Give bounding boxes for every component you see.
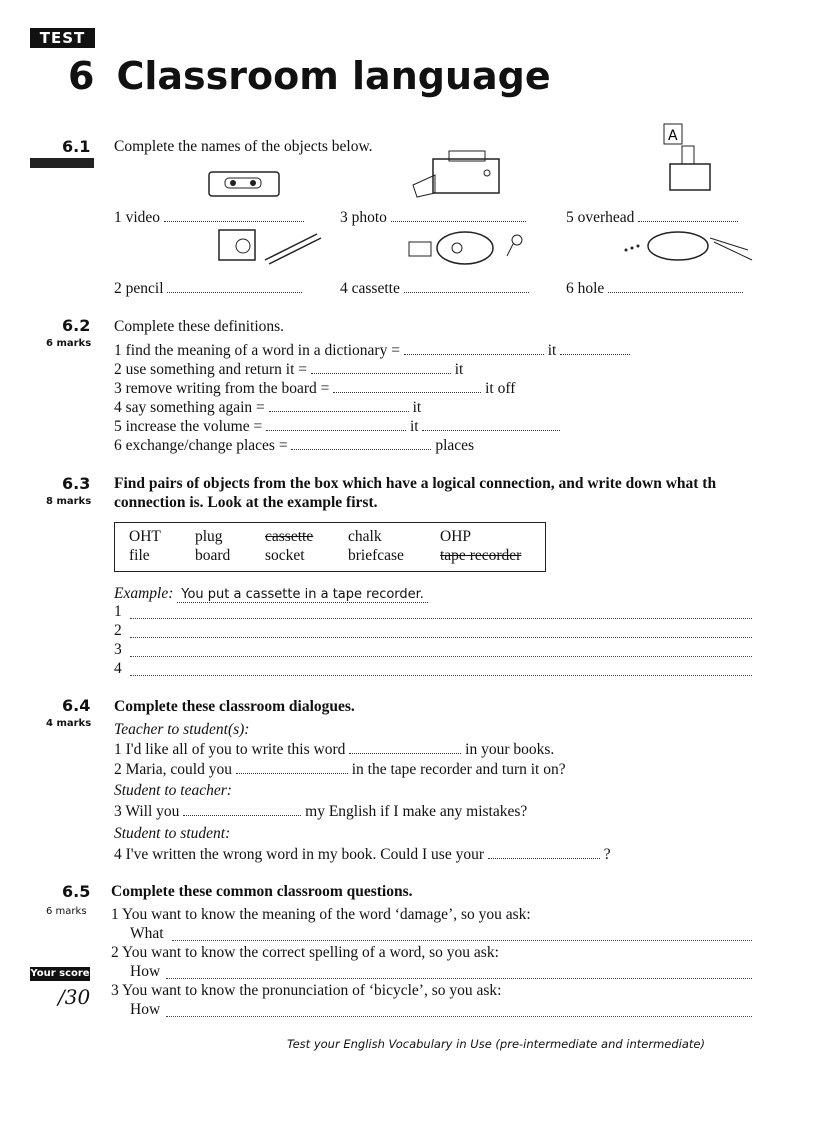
- s5-question-2: 2 You want to know the correct spelling of a word, so you ask:: [111, 944, 499, 961]
- word-file: file: [129, 547, 150, 564]
- overhead-projector-icon: [658, 118, 720, 198]
- answer-blank[interactable]: [422, 418, 560, 431]
- section-6-3-marks: 8 marks: [46, 496, 92, 507]
- answer-blank[interactable]: [404, 280, 529, 293]
- s2-line-4: 4 say something again = it: [114, 399, 422, 416]
- s3-line-4-num: 4: [114, 660, 122, 677]
- word-ohp: OHP: [440, 528, 472, 545]
- s5-question-3: 3 You want to know the pronunciation of ‘bicycle’, so you ask:: [111, 982, 502, 999]
- s3-line-2-num: 2: [114, 622, 122, 639]
- s3-line-3-num: 3: [114, 641, 122, 658]
- answer-blank[interactable]: [269, 399, 409, 412]
- svg-text:A: A: [668, 128, 678, 144]
- s3-line-1-num: 1: [114, 603, 122, 620]
- word-board: board: [195, 547, 231, 564]
- s3-example: Example: You put a cassette in a tape recorder.: [114, 585, 428, 603]
- section-6-5-instruction: Complete these common classroom questions.: [111, 883, 413, 900]
- word-tape-recorder: tape recorder: [440, 547, 522, 564]
- hole-punch-icon: [618, 220, 758, 270]
- answer-line[interactable]: [172, 940, 752, 941]
- answer-blank[interactable]: [391, 209, 526, 222]
- section-6-1-marks-smudge: [30, 158, 94, 168]
- answer-line[interactable]: [130, 637, 752, 638]
- section-6-1-number: 6.1: [62, 137, 91, 156]
- word-plug: plug: [195, 528, 223, 545]
- answer-blank[interactable]: [488, 846, 600, 859]
- answer-blank[interactable]: [183, 803, 301, 816]
- answer-blank[interactable]: [638, 209, 738, 222]
- score-badge: Your score: [30, 968, 90, 979]
- word-cassette: cassette: [265, 528, 314, 545]
- s2-line-2: 2 use something and return it = it: [114, 361, 464, 378]
- section-6-4-number: 6.4: [62, 696, 91, 715]
- section-6-3-instruction-2: connection is. Look at the example first.: [114, 494, 378, 511]
- word-chalk: chalk: [348, 528, 382, 545]
- test-number: 6: [68, 54, 95, 98]
- score-total: /30: [58, 985, 91, 1009]
- s5-answer-1-start: What: [130, 925, 164, 942]
- answer-blank[interactable]: [291, 437, 431, 450]
- s2-line-6: 6 exchange/change places = places: [114, 437, 475, 454]
- answer-blank[interactable]: [167, 280, 302, 293]
- section-6-2-marks: 6 marks: [46, 338, 92, 349]
- page-title: [68, 54, 551, 98]
- answer-blank[interactable]: [608, 280, 743, 293]
- word-box: [114, 522, 546, 572]
- title-text: Classroom language: [116, 54, 551, 98]
- answer-blank[interactable]: [311, 361, 451, 374]
- answer-blank[interactable]: [560, 342, 630, 355]
- s4-sub-student-teacher: Student to teacher:: [114, 782, 232, 799]
- section-6-4-marks: 4 marks: [46, 718, 92, 729]
- example-answer: You put a cassette in a tape recorder.: [177, 587, 428, 603]
- s5-answer-2-start: How: [130, 963, 161, 980]
- section-6-1-instruction: Complete the names of the objects below.: [114, 138, 373, 155]
- answer-blank[interactable]: [349, 741, 461, 754]
- answer-line[interactable]: [130, 618, 752, 619]
- s5-answer-3-start: How: [130, 1001, 161, 1018]
- s1-item-4: 4 cassette: [340, 280, 529, 298]
- section-6-2-instruction: Complete these definitions.: [114, 318, 285, 335]
- test-badge: TEST: [30, 28, 95, 48]
- s1-item-2: 2 pencil: [114, 280, 302, 298]
- s2-line-3: 3 remove writing from the board = it off: [114, 380, 516, 397]
- s5-question-1: 1 You want to know the meaning of the word ‘damage’, so you ask:: [111, 906, 531, 923]
- s4-sub-student-student: Student to student:: [114, 825, 231, 842]
- s1-item-6: 6 hole: [566, 280, 743, 298]
- answer-line[interactable]: [166, 978, 752, 979]
- s2-line-1: 1 find the meaning of a word in a dictionary = it: [114, 342, 630, 360]
- answer-blank[interactable]: [266, 418, 406, 431]
- section-6-4-instruction: Complete these classroom dialogues.: [114, 698, 355, 715]
- word-oht: OHT: [129, 528, 161, 545]
- s4-line-4: 4 I've written the wrong word in my book. Could I use your ?: [114, 846, 611, 863]
- s4-line-2: 2 Maria, could you in the tape recorder and turn it on?: [114, 761, 566, 778]
- answer-line[interactable]: [130, 675, 752, 676]
- word-briefcase: briefcase: [348, 547, 404, 564]
- cassette-player-icon: [405, 226, 535, 270]
- s1-item-1: 1 video: [114, 209, 304, 227]
- answer-blank[interactable]: [404, 342, 544, 355]
- s2-line-5: 5 increase the volume = it: [114, 418, 560, 436]
- s1-item-5: 5 overhead: [566, 209, 738, 227]
- page-footer: Test your English Vocabulary in Use (pre-intermediate and intermediate): [287, 1037, 705, 1051]
- s1-item-3: 3 photo: [340, 209, 526, 227]
- answer-blank[interactable]: [333, 380, 481, 393]
- answer-blank[interactable]: [164, 209, 304, 222]
- section-6-5-marks: 6 marks: [46, 906, 87, 917]
- section-6-2-number: 6.2: [62, 316, 91, 335]
- photocopier-icon: [405, 145, 505, 205]
- s4-line-3: 3 Will you my English if I make any mistakes?: [114, 803, 528, 820]
- section-6-3-number: 6.3: [62, 474, 91, 493]
- answer-line[interactable]: [130, 656, 752, 657]
- video-cassette-icon: [205, 166, 285, 202]
- section-6-5-number: 6.5: [62, 882, 91, 901]
- s4-sub-teacher: Teacher to student(s):: [114, 721, 250, 738]
- s4-line-1: 1 I'd like all of you to write this word in your books.: [114, 741, 555, 758]
- word-socket: socket: [265, 547, 305, 564]
- section-6-3-instruction-1: Find pairs of objects from the box which have a logical connection, and write down what th: [114, 475, 717, 492]
- answer-line[interactable]: [166, 1016, 752, 1017]
- pencil-sharpener-icon: [195, 222, 325, 270]
- answer-blank[interactable]: [236, 761, 348, 774]
